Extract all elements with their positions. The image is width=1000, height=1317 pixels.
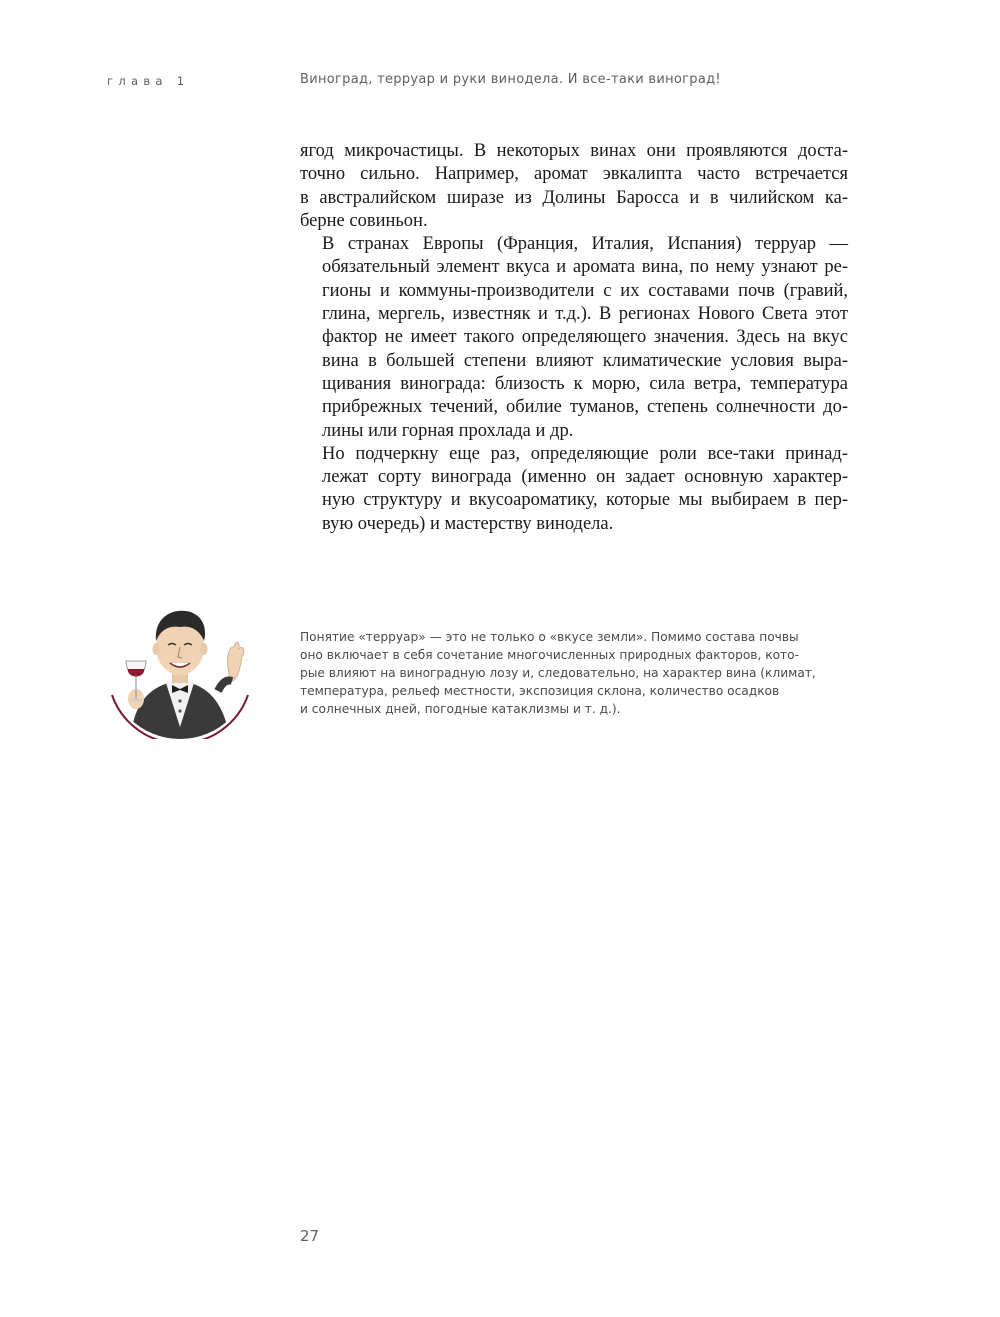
sommelier-with-wine-glass-icon [100,587,260,739]
text-line: лины или горная прохлада и др. [322,420,574,441]
text-line: обязательный элемент вкуса и аромата вина, по нему узнают ре- [322,257,848,278]
note-line: и солнечных дней, погодные катаклизмы и т. д.). [300,702,621,716]
text-line: фактор не имеет такого определяющего значения. Здесь на вкус [322,327,848,348]
note-line: рые влияют на виноградную лозу и, следовательно, на характер вина (климат, [300,666,816,680]
text-line: точно сильно. Например, аромат эвкалипта часто встречается [300,164,848,185]
text-line: вую очередь) и мастерству винодела. [322,513,614,534]
text-line: ягод микрочастицы. В некоторых винах они проявляются доста- [300,141,848,161]
note-line: оно включает в себя сочетание многочисленных природных факторов, кото- [300,648,800,662]
text-line: прибрежных течений, обилие туманов, степень солнечности до- [322,397,848,418]
text-line: В странах Европы (Франция, Италия, Испания) терруар — [322,234,848,255]
page-number: 27 [300,1227,320,1245]
text-line: ную структуру и вкусоароматику, которые мы выбираем в пер- [322,490,848,511]
text-line: в австралийском ширазе из Долины Баросса и в чилийском ка- [300,187,848,208]
text-line: гионы и коммуны-производители с их составами почв (гравий, [322,280,848,301]
text-line: щивания винограда: близость к морю, сила ветра, температура [322,373,848,394]
running-title: Виноград, терруар и руки винодела. И все-таки виноград! [300,72,721,87]
text-line: лежат сорту винограда (именно он задает основную характер- [322,467,848,488]
paragraph-3 [300,443,848,536]
note-line: температура, рельеф местности, экспозиция склона, количество осадков [300,684,780,698]
text-line: глина, мергель, известняк и т.д.). В регионах Нового Света этот [322,304,848,325]
text-line: Но подчеркну еще раз, определяющие роли все-таки принад- [322,443,848,464]
text-line: берне совиньон. [300,210,428,231]
text-line: вина в большей степени влияют климатические условия выра- [322,350,848,371]
main-text [300,140,848,536]
paragraph-2 [300,233,848,443]
paragraph-1 [300,140,848,233]
note-line: Понятие «терруар» — это не только о «вкусе земли». Помимо состава почвы [300,630,799,644]
chapter-label: глава 1 [107,74,190,88]
sidebar-note [300,628,848,718]
